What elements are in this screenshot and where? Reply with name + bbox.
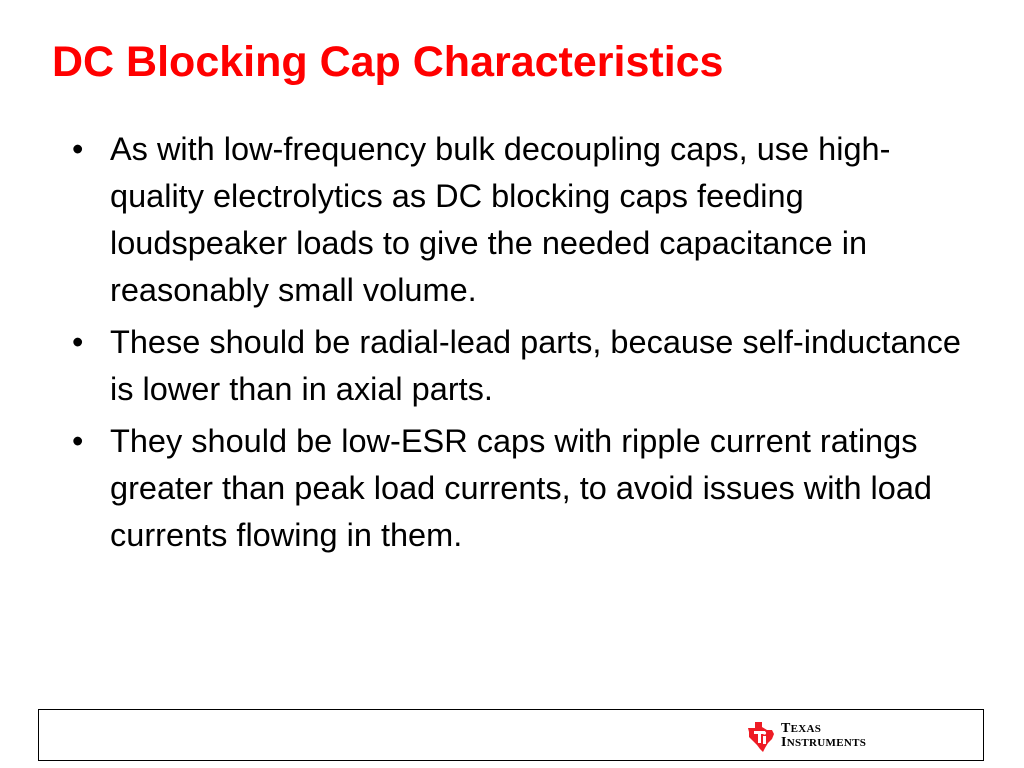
footer-bar	[38, 709, 984, 761]
bullet-dot-icon: •	[72, 324, 84, 360]
bullet-dot-icon: •	[72, 423, 84, 459]
ti-initial-t: T	[781, 721, 791, 736]
ti-rest-nstruments: NSTRUMENTS	[786, 737, 867, 749]
bullet-dot-icon: •	[72, 131, 84, 167]
bullet-item	[72, 319, 982, 413]
ti-rest-exas: EXAS	[790, 723, 822, 735]
slide-title: DC Blocking Cap Characteristics	[52, 38, 724, 86]
ti-wordmark	[781, 722, 866, 750]
bullet-text: As with low-frequency bulk decoupling caps, use high-quality electrolytics as DC blocking caps feeding loudspeaker loads to give the needed capacitance in reasonably small volume.	[110, 131, 891, 308]
bullet-item	[72, 126, 982, 314]
ti-wordmark-line2	[781, 736, 866, 750]
bullet-text: They should be low-ESR caps with ripple current ratings greater than peak load currents, to avoid issues with load currents flowing in them.	[110, 423, 933, 553]
bullet-item	[72, 418, 982, 559]
ti-initial-i: I	[781, 735, 787, 750]
bullet-text: These should be radial-lead parts, because self-inductance is lower than in axial parts.	[110, 324, 961, 407]
texas-instruments-logo	[745, 719, 885, 753]
ti-state-icon	[745, 719, 777, 753]
bullet-list	[72, 126, 982, 564]
ti-wordmark-line1	[781, 722, 866, 736]
